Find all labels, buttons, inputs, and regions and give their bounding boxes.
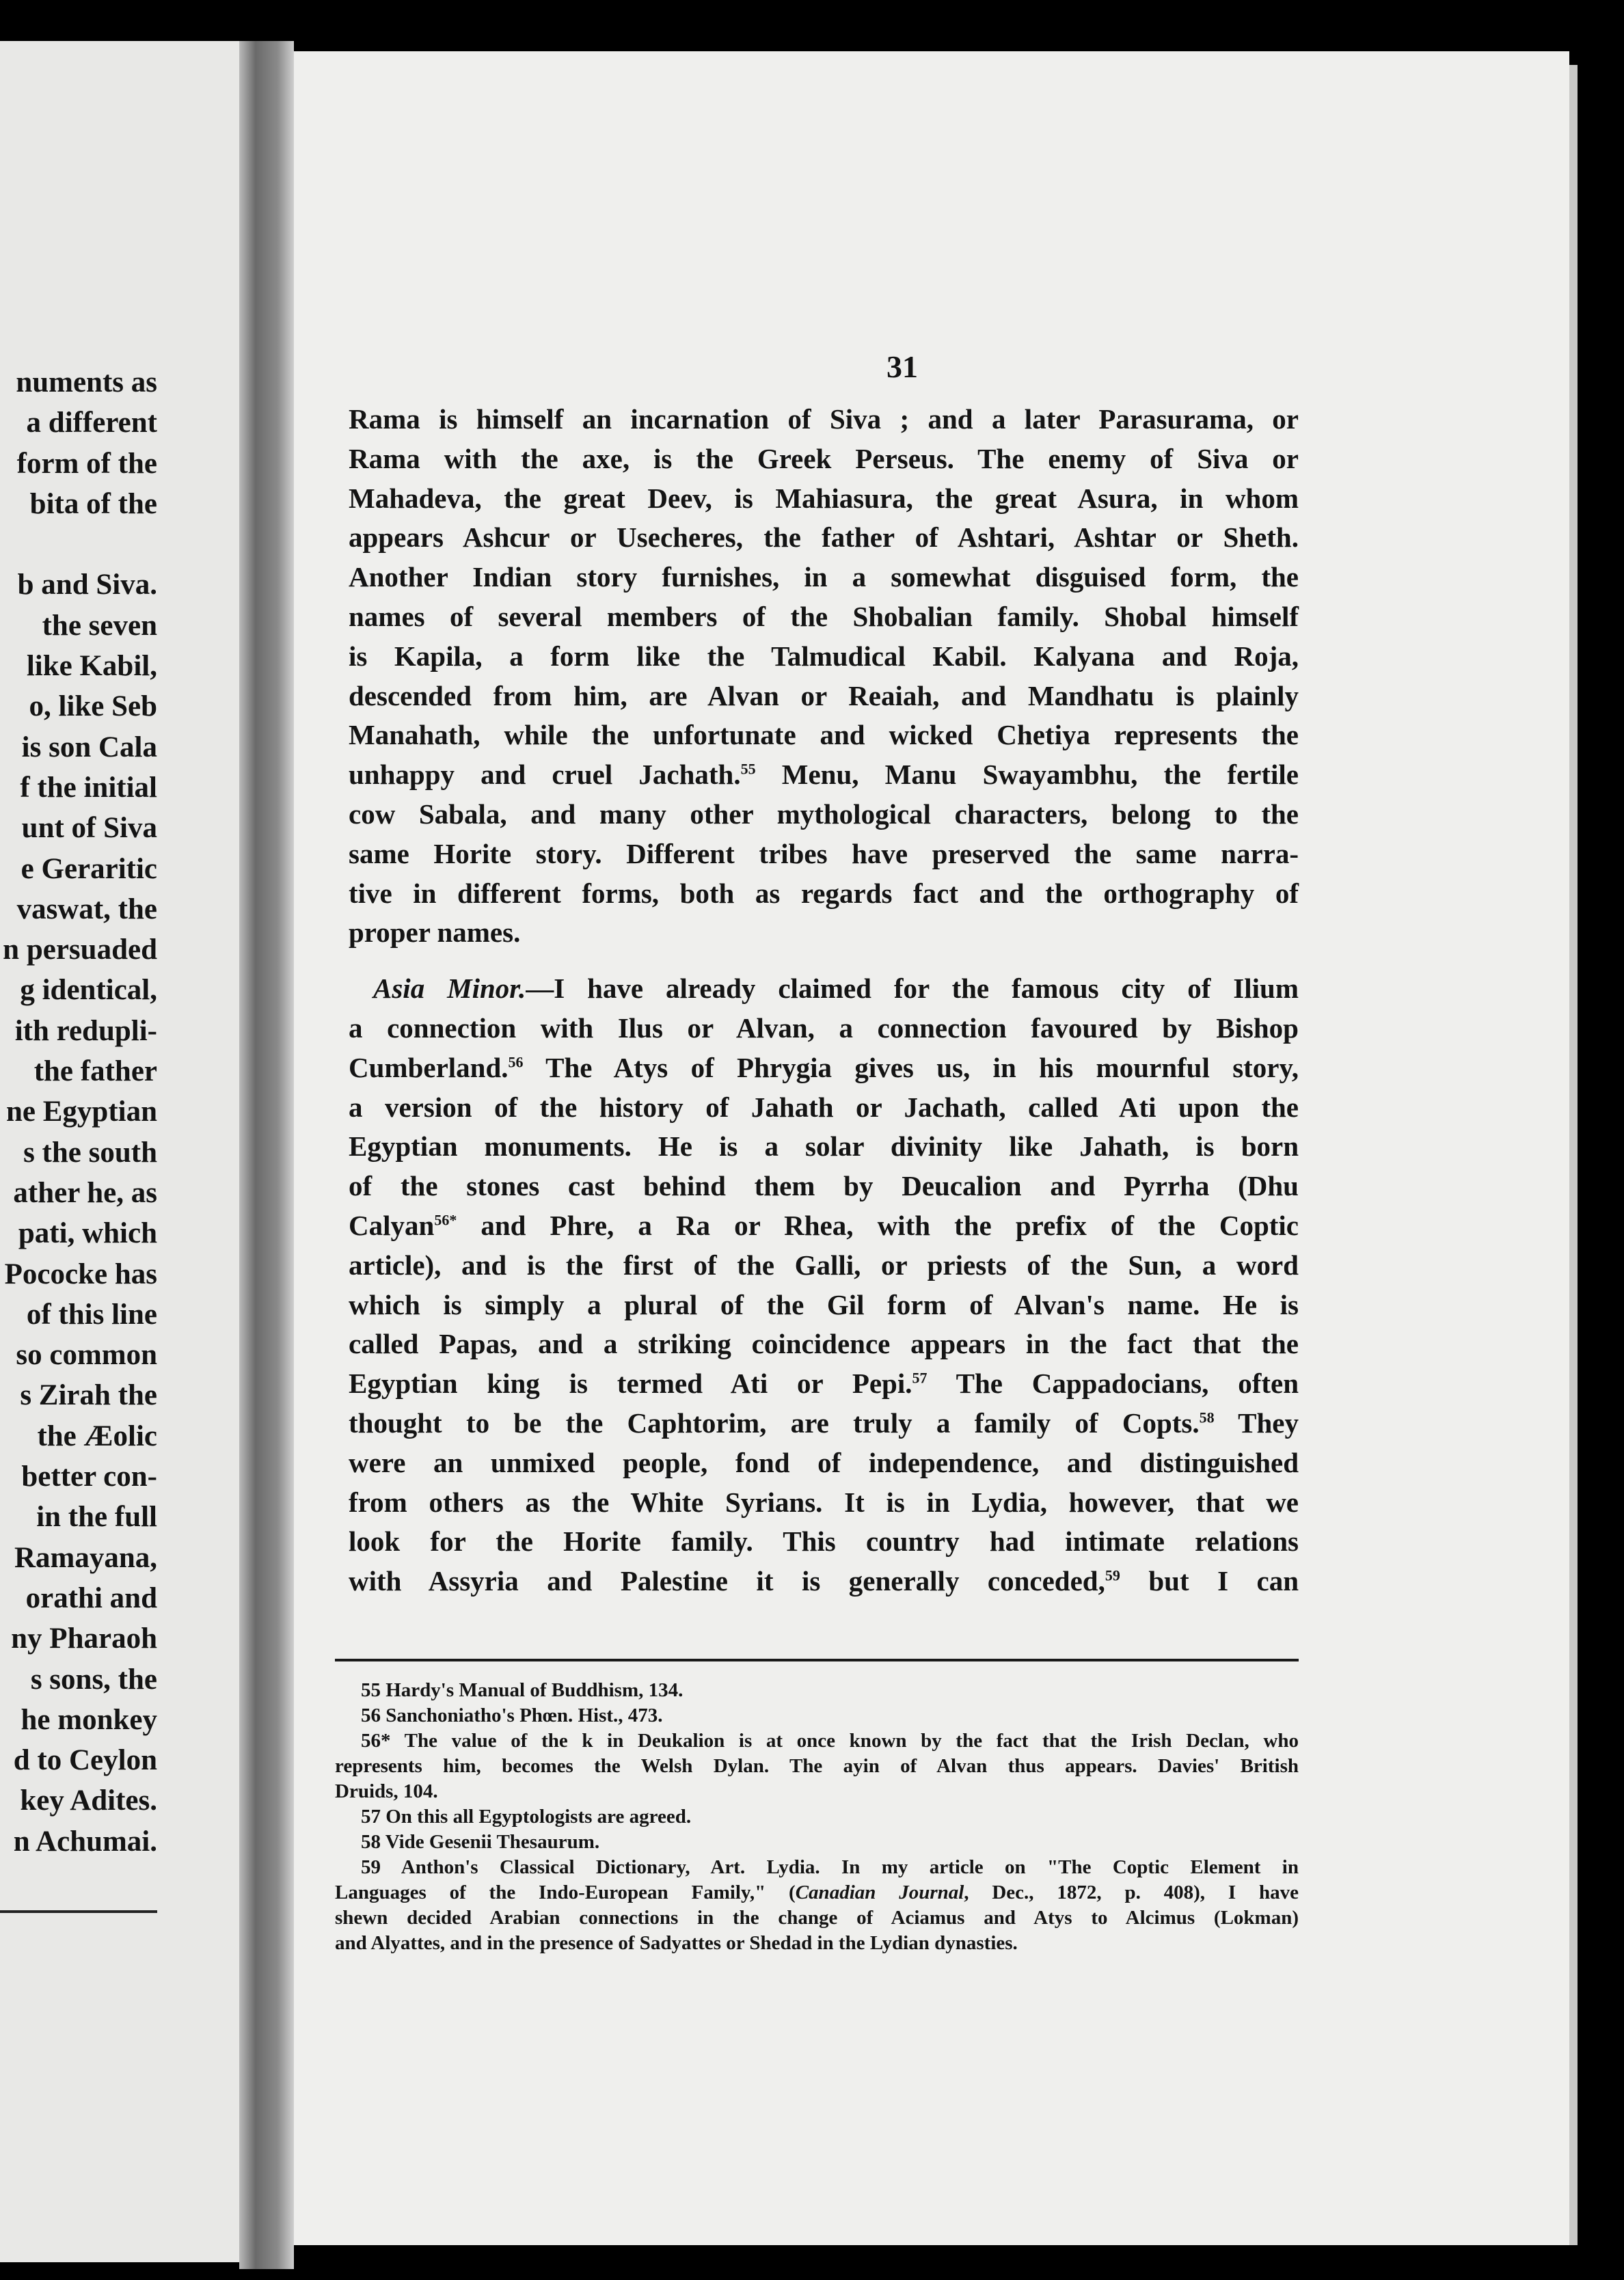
previous-page-line: Ramayana,: [14, 1541, 157, 1574]
previous-page-line: f the initial: [20, 771, 157, 804]
previous-page-line: in the full: [36, 1501, 157, 1534]
footnote: 56* The value of the k in Deukalion is at once known by the fact that the Irish Declan, who: [361, 1730, 1299, 1752]
footnote-ref: 58: [1199, 1409, 1215, 1426]
previous-page-line: vaswat, the: [16, 893, 157, 925]
previous-page-line: the father: [33, 1055, 157, 1088]
footnote: 57 On this all Egyptologists are agreed.: [361, 1806, 692, 1828]
previous-page-line: so common: [16, 1339, 157, 1372]
text-line: Another Indian story furnishes, in a somewhat disguised form, the: [349, 561, 1299, 593]
text-segment: Calyan: [349, 1209, 435, 1241]
footnote-ref: 56: [508, 1053, 524, 1071]
previous-page-fragment: [0, 41, 239, 2262]
previous-page-line: Pococke has: [4, 1258, 157, 1290]
footnote: 56 Sanchoniatho's Phœn. Hist., 473.: [361, 1705, 663, 1726]
text-line: Mahadeva, the great Deev, is Mahiasura, the great Asura, in whom: [349, 482, 1299, 514]
text-line: look for the Horite family. This country had intimate relations: [349, 1525, 1299, 1558]
footnote-ref: 56*: [434, 1211, 457, 1229]
text-line: Egyptian monuments. He is a solar divinity like Jahath, is born: [349, 1130, 1299, 1163]
previous-page-line: ne Egyptian: [5, 1096, 157, 1128]
footnote: 58 Vide Gesenii Thesaurum.: [361, 1831, 600, 1853]
previous-page-line: the seven: [42, 609, 157, 642]
text-segment: The Atys of Phrygia gives us, in his mournful story,: [523, 1051, 1299, 1083]
text-segment: unhappy and cruel Jachath.: [349, 759, 741, 791]
previous-page-line: s sons, the: [30, 1663, 157, 1696]
footnote-continuation: shewn decided Arabian connections in the change of Aciamus and Atys to Alcimus (Lokman): [335, 1907, 1299, 1929]
previous-page-line: the Æolic: [37, 1420, 157, 1452]
text-line: [349, 1206, 1299, 1246]
text-segment: thought to be the Caphtorim, are truly a family of Copts.: [349, 1407, 1200, 1439]
previous-page-line: ith redupli-: [14, 1014, 157, 1047]
footnote-ref: 59: [1105, 1566, 1120, 1584]
page-number: 31: [887, 349, 918, 384]
previous-page-line: of this line: [26, 1298, 157, 1331]
previous-page-line: d to Ceylon: [13, 1744, 157, 1777]
text-segment: —I have already claimed for the famous city of Ilium: [526, 973, 1299, 1005]
previous-page-line: e Geraritic: [21, 852, 157, 885]
journal-title: Canadian Journal: [795, 1882, 964, 1903]
text-line: [349, 1364, 1299, 1404]
text-line: names of several members of the Shobalian family. Shobal himself: [349, 600, 1299, 632]
text-line: is Kapila, a form like the Talmudical Kabil. Kalyana and Roja,: [349, 640, 1299, 672]
text-line: from others as the White Syrians. It is in Lydia, however, that we: [349, 1486, 1299, 1518]
body-text: [349, 400, 1299, 1601]
text-line: were an unmixed people, fond of independence, and distinguished: [349, 1446, 1299, 1478]
text-line: which is simply a plural of the Gil form of Alvan's name. He is: [349, 1288, 1299, 1320]
text-segment: The Cappadocians, often: [927, 1368, 1299, 1400]
text-line: a version of the history of Jahath or Jachath, called Ati upon the: [349, 1091, 1299, 1123]
previous-page-line: bita of the: [29, 487, 157, 520]
previous-page-line: pati, which: [18, 1217, 157, 1250]
text-line: Rama is himself an incarnation of Siva ; and a later Parasurama, or: [349, 403, 1299, 435]
text-segment: Cumberland.: [349, 1051, 509, 1083]
text-line: [349, 1048, 1299, 1088]
previous-page-line: ny Pharaoh: [11, 1623, 157, 1655]
text-line: cow Sabala, and many other mythological characters, belong to the: [349, 798, 1299, 830]
text-segment: Egyptian king is termed Ati or Pepi.: [349, 1368, 912, 1400]
previous-page-line: he monkey: [21, 1703, 157, 1736]
footnote-rule: [335, 1659, 1299, 1661]
text-line: [349, 755, 1299, 795]
footnote: 59 Anthon's Classical Dictionary, Art. Lydia. In my article on "The Coptic Element in: [361, 1856, 1299, 1878]
previous-page-line: g identical,: [20, 974, 157, 1007]
footnote-continuation: [335, 1880, 1299, 1905]
previous-page-line: form of the: [16, 447, 157, 480]
text-segment: They: [1214, 1407, 1299, 1439]
text-line: descended from him, are Alvan or Reaiah, and Mandhatu is plainly: [349, 679, 1299, 711]
text-line: same Horite story. Different tribes have preserved the same narra-: [349, 837, 1299, 869]
page-edge: [1569, 65, 1578, 2245]
text-line: Manahath, while the unfortunate and wicked Chetiya represents the: [349, 719, 1299, 751]
text-line: called Papas, and a striking coincidence appears in the fact that the: [349, 1328, 1299, 1360]
text-line: [349, 1562, 1299, 1601]
previous-page-line: like Kabil,: [26, 650, 157, 683]
previous-page-line: unt of Siva: [21, 812, 157, 845]
previous-page-line: ather he, as: [13, 1176, 157, 1209]
footnote: 55 Hardy's Manual of Buddhism, 134.: [361, 1679, 684, 1701]
section-heading-italic: Asia Minor.: [373, 973, 526, 1005]
book-gutter: [239, 41, 294, 2269]
text-segment: , Dec., 1872, p. 408), I have: [964, 1882, 1299, 1903]
text-segment: Menu, Manu Swayambhu, the fertile: [755, 759, 1299, 791]
text-line: tive in different forms, both as regards fact and the orthography of: [349, 877, 1299, 909]
footnote-continuation: represents him, becomes the Welsh Dylan. The ayin of Alvan thus appears. Davies' British: [335, 1755, 1299, 1777]
previous-page-line: s the south: [23, 1136, 157, 1169]
page: [294, 51, 1569, 2245]
previous-page-line: n persuaded: [3, 934, 157, 966]
previous-page-line: n Achumai.: [13, 1825, 157, 1858]
text-line: of the stones cast behind them by Deucalion and Pyrrha (Dhu: [349, 1170, 1299, 1202]
footnotes: [335, 1678, 1299, 1956]
footnote-continuation: Druids, 104.: [335, 1780, 438, 1802]
previous-page-line: better con-: [21, 1461, 157, 1493]
text-segment: Languages of the Indo-European Family," (: [335, 1882, 796, 1903]
previous-page-line: a different: [26, 407, 157, 439]
text-segment: and Phre, a Ra or Rhea, with the prefix of the Coptic: [457, 1209, 1299, 1241]
text-line: a connection with Ilus or Alvan, a connection favoured by Bishop: [349, 1012, 1299, 1044]
previous-page-line: [0, 524, 157, 565]
footnote-ref: 55: [740, 760, 756, 778]
previous-page-text: [0, 362, 157, 1862]
footnote-continuation: and Alyattes, and in the presence of Sadyattes or Shedad in the Lydian dynasties.: [335, 1932, 1018, 1954]
text-line: proper names.: [349, 917, 521, 949]
text-line: appears Ashcur or Usecheres, the father of Ashtari, Ashtar or Sheth.: [349, 521, 1299, 554]
text-segment: but I can: [1120, 1565, 1299, 1597]
previous-page-line: numents as: [16, 366, 157, 398]
previous-page-line: is son Cala: [21, 731, 157, 763]
text-line: article), and is the first of the Galli, or priests of the Sun, a word: [349, 1249, 1299, 1281]
previous-page-line: orathi and: [25, 1582, 157, 1614]
previous-page-line: o, like Seb: [29, 690, 157, 723]
text-line: [349, 1404, 1299, 1443]
previous-page-line: key Adites.: [20, 1784, 157, 1817]
previous-page-line: s Zirah the: [20, 1379, 157, 1412]
footnote-ref: 57: [912, 1369, 928, 1387]
text-line: Rama with the axe, is the Greek Perseus. The enemy of Siva or: [349, 442, 1299, 474]
text-segment: with Assyria and Palestine it is generally conceded,: [349, 1565, 1105, 1597]
previous-page-footnote-rule: [0, 1910, 157, 1913]
text-line: [349, 969, 1299, 1009]
previous-page-line: b and Siva.: [17, 569, 157, 601]
